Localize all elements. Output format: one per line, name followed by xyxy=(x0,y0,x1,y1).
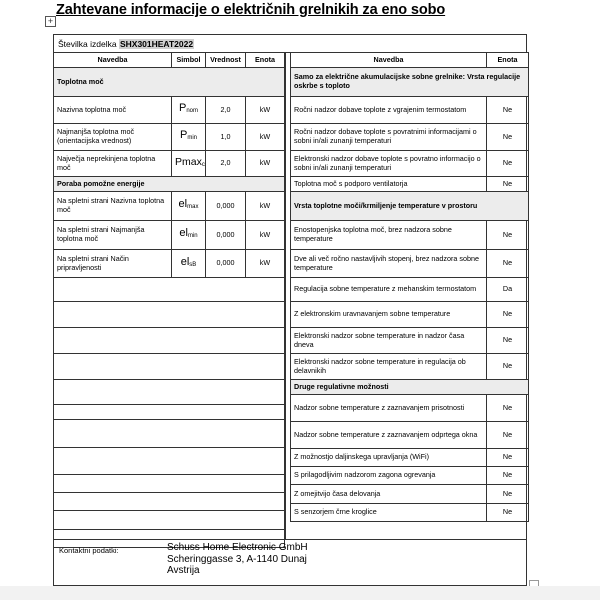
row-label: Toplotna moč s podporo ventilatorja xyxy=(291,177,487,192)
empty-row xyxy=(54,511,285,530)
row-value: 0,000 xyxy=(206,250,246,278)
model-number-label: Številka izdelka xyxy=(58,39,117,49)
model-number-value: SHX301HEAT2022 xyxy=(119,39,194,49)
col-header-enota: Enota xyxy=(246,53,285,68)
col-header-vrednost: Vrednost xyxy=(206,53,246,68)
row-label: Enostopenjska toplotna moč, brez nadzora sobne temperature xyxy=(291,221,487,250)
row-value: 0,000 xyxy=(206,221,246,250)
contact-label: Kontaktni podatki: xyxy=(59,546,119,555)
empty-row xyxy=(54,302,285,328)
contact-country: Avstrija xyxy=(167,565,200,576)
col-header-simbol: Simbol xyxy=(172,53,206,68)
table-row xyxy=(291,467,529,485)
section-title: Vrsta toplotne moči/krmiljenje temperature v prostoru xyxy=(291,192,529,221)
table-row xyxy=(291,151,529,177)
row-label: Ročni nadzor dobave toplote z vgrajenim termostatom xyxy=(291,97,487,124)
row-symbol: $P_{min}$ xyxy=(172,124,206,151)
row-value: 1,0 xyxy=(206,124,246,151)
empty-row xyxy=(54,475,285,493)
column-divider xyxy=(285,53,286,540)
table-row xyxy=(291,504,529,522)
row-label: S senzorjem črne kroglice xyxy=(291,504,487,522)
section-title: Toplotna moč xyxy=(54,68,285,97)
row-value: Ne xyxy=(487,467,529,485)
row-value: Ne xyxy=(487,97,529,124)
row-label: S prilagodljivim nadzorom zagona ogrevanja xyxy=(291,467,487,485)
row-label: Dve ali več ročno nastavljivih stopenj, brez nadzora sobne temperature xyxy=(291,250,487,278)
row-unit: kW xyxy=(246,151,285,177)
contact-details xyxy=(167,542,308,577)
row-label: Nadzor sobne temperature z zaznavanjem prisotnosti xyxy=(291,395,487,422)
row-value: Da xyxy=(487,278,529,302)
row-value: Ne xyxy=(487,250,529,278)
row-symbol: $el_{sB}$ xyxy=(172,250,206,278)
col-header-enota: Enota xyxy=(487,53,529,68)
section-title: Samo za električne akumulacijske sobne grelnike: Vrsta regulacije oskrbe s toploto xyxy=(291,68,529,97)
row-value: Ne xyxy=(487,177,529,192)
row-label: Regulacija sobne temperature z mehanskim termostatom xyxy=(291,278,487,302)
row-unit: kW xyxy=(246,192,285,221)
right-table xyxy=(290,52,529,522)
row-value: Ne xyxy=(487,328,529,354)
contact-section xyxy=(54,539,526,586)
row-value: Ne xyxy=(487,504,529,522)
row-label: Z omejitvijo časa delovanja xyxy=(291,485,487,504)
table-row xyxy=(291,177,529,192)
table-row xyxy=(291,485,529,504)
empty-row xyxy=(54,354,285,380)
left-table xyxy=(53,52,285,548)
empty-row xyxy=(54,420,285,448)
table-row xyxy=(54,151,285,177)
model-number-row xyxy=(54,35,526,53)
row-label: Nadzor sobne temperature z zaznavanjem odprtega okna xyxy=(291,422,487,449)
table-row xyxy=(291,422,529,449)
row-label: Na spletni strani Nazivna toplotna moč xyxy=(54,192,172,221)
col-header-navedba: Navedba xyxy=(291,53,487,68)
contact-company: Schuss Home Electronic GmbH xyxy=(167,542,308,553)
empty-row xyxy=(54,405,285,420)
row-unit: kW xyxy=(246,124,285,151)
row-label: Na spletni strani Način pripravljenosti xyxy=(54,250,172,278)
row-value: Ne xyxy=(487,422,529,449)
table-row xyxy=(291,250,529,278)
empty-row xyxy=(54,493,285,511)
row-value: Ne xyxy=(487,395,529,422)
row-value: 2,0 xyxy=(206,151,246,177)
table-row xyxy=(291,278,529,302)
row-label: Elektronski nadzor dobave toplote s povratno informacijo o sobni in/ali zunanji temperaturi xyxy=(291,151,487,177)
row-unit: kW xyxy=(246,97,285,124)
table-row xyxy=(291,124,529,151)
table-row xyxy=(54,97,285,124)
row-label: Nazivna toplotna moč xyxy=(54,97,172,124)
table-row xyxy=(291,395,529,422)
col-header-navedba: Navedba xyxy=(54,53,172,68)
row-value: Ne xyxy=(487,485,529,504)
row-value: Ne xyxy=(487,354,529,380)
row-value: Ne xyxy=(487,449,529,467)
row-value: Ne xyxy=(487,221,529,250)
empty-row xyxy=(54,448,285,475)
empty-row xyxy=(54,278,285,302)
table-row xyxy=(291,449,529,467)
info-sheet xyxy=(53,34,527,586)
table-row xyxy=(291,97,529,124)
row-label: Najmanjša toplotna moč (orientacijska vrednost) xyxy=(54,124,172,151)
section-title: Druge regulativne možnosti xyxy=(291,380,529,395)
empty-row xyxy=(54,380,285,405)
contact-address: Scheringgasse 3, A-1140 Dunaj xyxy=(167,553,307,565)
row-value: Ne xyxy=(487,124,529,151)
table-move-handle-icon[interactable]: + xyxy=(45,16,56,27)
bottom-gray-strip xyxy=(0,586,600,600)
row-value: Ne xyxy=(487,302,529,328)
row-label: Z možnostjo daljinskega upravljanja (WiFi) xyxy=(291,449,487,467)
page-title: Zahtevane informacije o električnih grelnikih za eno sobo xyxy=(56,2,446,18)
row-label: Z elektronskim uravnavanjem sobne temperature xyxy=(291,302,487,328)
table-row xyxy=(291,328,529,354)
row-label: Elektronski nadzor sobne temperature in nadzor časa dneva xyxy=(291,328,487,354)
row-value: 2,0 xyxy=(206,97,246,124)
row-symbol: Pmax$_c$ xyxy=(172,151,206,177)
table-row xyxy=(291,221,529,250)
row-value: 0,000 xyxy=(206,192,246,221)
row-label: Največja neprekinjena toplotna moč xyxy=(54,151,172,177)
table-row xyxy=(54,221,285,250)
table-row xyxy=(291,302,529,328)
row-symbol: $P_{nom}$ xyxy=(172,97,206,124)
row-unit: kW xyxy=(246,221,285,250)
empty-row xyxy=(54,328,285,354)
section-title: Poraba pomožne energije xyxy=(54,177,285,192)
row-symbol: $el_{min}$ xyxy=(172,221,206,250)
row-unit: kW xyxy=(246,250,285,278)
table-row xyxy=(54,192,285,221)
row-label: Elektronski nadzor sobne temperature in regulacija ob delavnikih xyxy=(291,354,487,380)
table-row xyxy=(54,124,285,151)
row-symbol: $el_{max}$ xyxy=(172,192,206,221)
row-label: Na spletni strani Najmanjša toplotna moč xyxy=(54,221,172,250)
row-value: Ne xyxy=(487,151,529,177)
row-label: Ročni nadzor dobave toplote s povratnimi informacijami o sobni in/ali zunanji temperaturi xyxy=(291,124,487,151)
table-row xyxy=(291,354,529,380)
table-row xyxy=(54,250,285,278)
